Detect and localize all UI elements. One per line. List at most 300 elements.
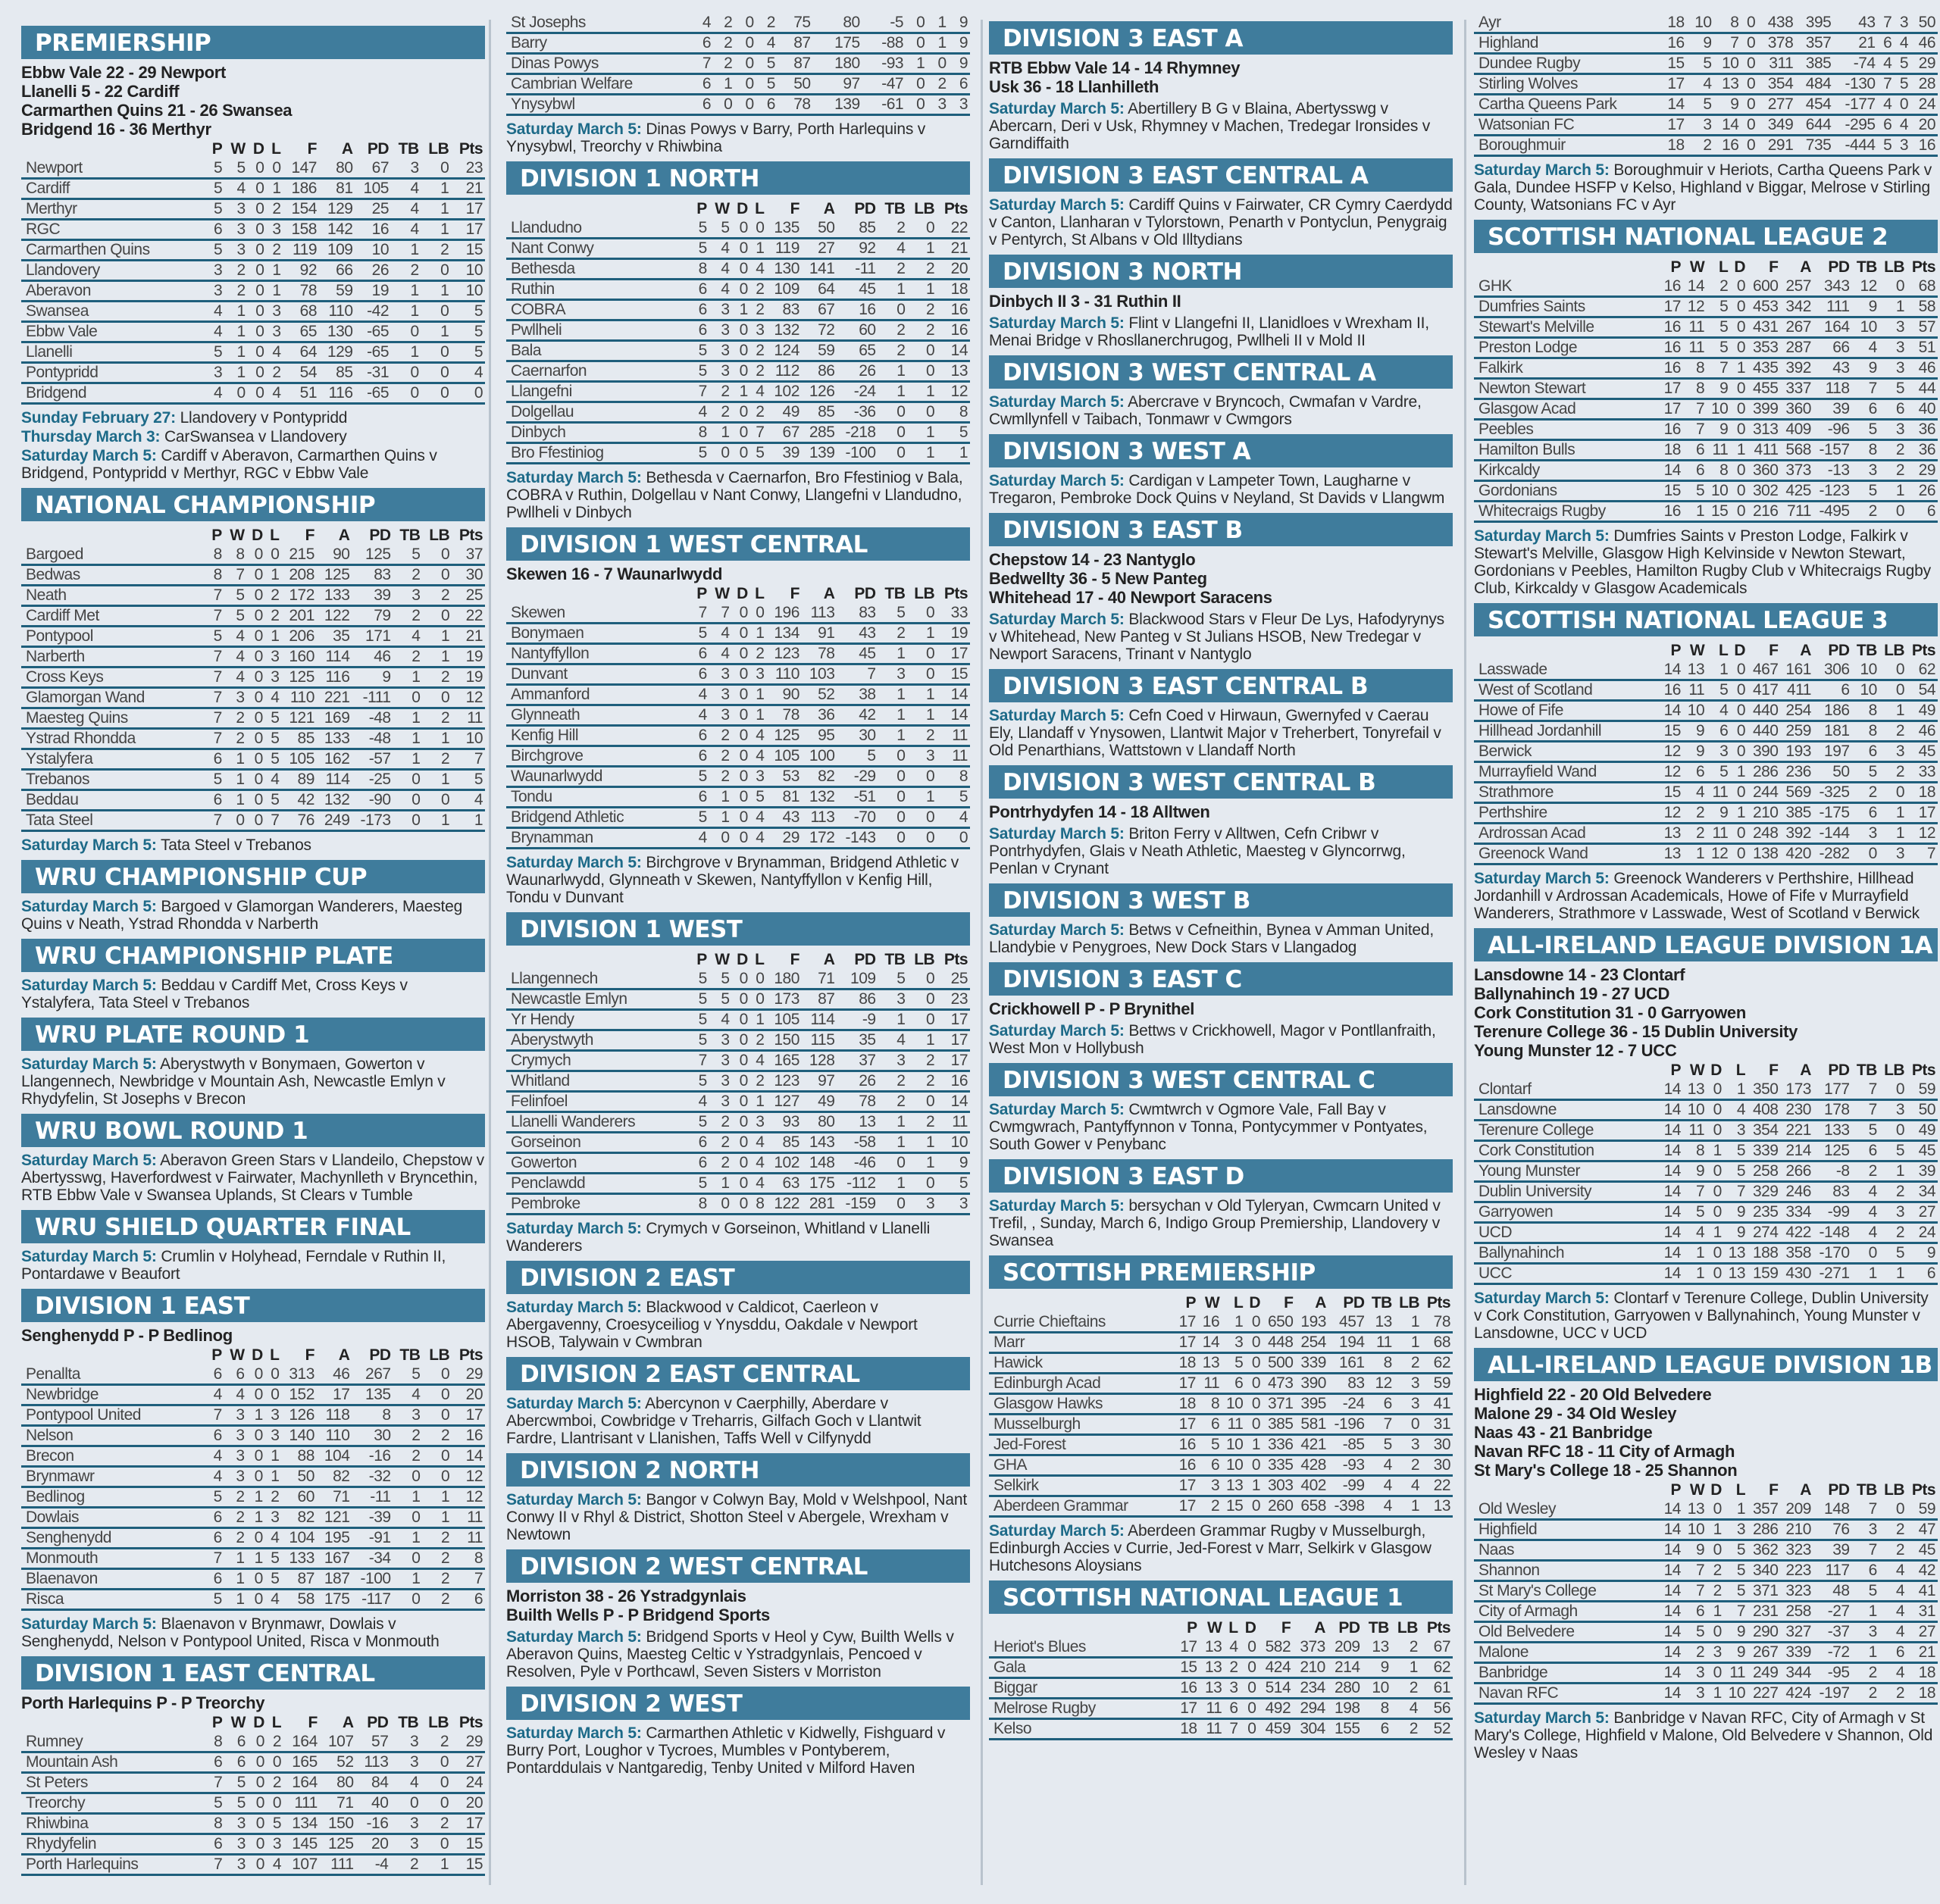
stat-cell: 11 — [1683, 680, 1707, 701]
fixture-text: Boroughmuir v Heriots, Cartha Queens Park v Gala, Dundee HSFP v Kelso, Highland v Biggar, Melrose v Stirling County, Watsonians FC v Ayr — [1474, 161, 1932, 214]
stat-cell: 6 — [1879, 399, 1907, 420]
stat-cell: 5 — [1367, 1435, 1394, 1455]
stat-cell: 83 — [1328, 1374, 1367, 1394]
stat-cell: 0 — [247, 1569, 265, 1590]
table-row — [21, 708, 485, 729]
stat-cell: 0 — [907, 1092, 937, 1112]
team-name: Clontarf — [1474, 1080, 1660, 1100]
stat-cell: 2 — [907, 726, 937, 746]
stat-cell: 5 — [692, 1030, 709, 1051]
stat-cell: 0 — [1730, 277, 1748, 297]
stat-cell: 83 — [1813, 1182, 1852, 1202]
team-name: Aberystwyth — [506, 1030, 692, 1051]
team-name: Nant Conwy — [506, 239, 692, 259]
stat-cell: 51 — [1907, 338, 1938, 358]
stat-cell: 1 — [422, 1508, 452, 1528]
stat-cell: 39 — [1813, 1540, 1852, 1561]
column-header-pts: Pts — [943, 200, 968, 217]
stat-cell: 3 — [207, 363, 224, 383]
stat-cell: 7 — [207, 688, 224, 708]
stat-cell: 4 — [391, 220, 421, 240]
stat-cell: 0 — [1707, 1622, 1724, 1643]
stat-cell: 1 — [1879, 297, 1907, 317]
stat-cell: 0 — [1730, 742, 1748, 762]
standings-header-row — [989, 1293, 1453, 1313]
stat-cell: 4 — [224, 179, 247, 199]
stat-cell: 50 — [778, 74, 813, 95]
stat-cell: 3 — [1852, 824, 1879, 844]
stat-cell: 0 — [247, 667, 265, 688]
stat-cell: 1 — [224, 363, 247, 383]
stat-cell: 11 — [1222, 1415, 1245, 1435]
fixture-text: Carmarthen Athletic v Kidwelly, Fishguard v Burry Port, Loughor v Tycroes, Mumbles v Pontyberem, Pontarddulais v Nantgaredig, Tenby United v Milford Haven — [506, 1724, 946, 1777]
stat-cell: 385 — [1781, 803, 1813, 824]
team-name: Jed-Forest — [989, 1435, 1175, 1455]
stat-cell: 1 — [907, 1153, 937, 1174]
stat-cell: 100 — [802, 746, 837, 767]
fixture-list — [21, 1152, 485, 1204]
standings-table — [1474, 1480, 1938, 1705]
stat-cell: 12 — [452, 688, 485, 708]
stat-cell: 2 — [393, 1426, 423, 1446]
stat-cell: 4 — [1724, 1100, 1748, 1121]
stat-cell: 41 — [1907, 1581, 1938, 1602]
team-name: Greenock Wand — [1474, 844, 1660, 864]
stat-cell: -143 — [837, 828, 878, 849]
team-column-header — [1474, 258, 1660, 277]
stat-cell: 0 — [224, 811, 247, 831]
stat-cell: 95 — [802, 726, 837, 746]
stat-cell: 133 — [281, 1549, 317, 1569]
fixture-text: Blackwood v Caldicot, Caerleon v Abergavenny, Croesyceiliog v Ynysddu, Oakdale v Newport HSOB, Talywain v Cwmbran — [506, 1299, 918, 1351]
stat-cell: 14 — [1660, 1540, 1683, 1561]
stat-cell: 422 — [1781, 1223, 1813, 1243]
stat-cell: 17 — [451, 1814, 485, 1834]
fixture-list — [21, 1248, 485, 1283]
table-row — [989, 1313, 1453, 1333]
stat-cell: 5 — [692, 624, 709, 644]
column-header-pts: Pts — [943, 585, 968, 602]
stat-cell: 4 — [1878, 54, 1895, 74]
stat-cell: 392 — [1781, 824, 1813, 844]
table-row — [506, 726, 970, 746]
stat-cell: 121 — [317, 1508, 352, 1528]
stat-cell: 4 — [1367, 1476, 1394, 1496]
team-name: Cork Constitution — [1474, 1141, 1660, 1161]
stat-cell: 67 — [355, 159, 392, 179]
league-section-national-championship — [21, 488, 485, 854]
stat-cell: 5 — [1879, 1141, 1907, 1161]
stat-cell: 0 — [732, 1174, 750, 1194]
stat-cell: 9 — [1683, 721, 1707, 742]
stat-cell: 0 — [247, 546, 265, 565]
stat-cell: 0 — [734, 95, 756, 115]
stat-cell: 16 — [937, 1071, 970, 1092]
stat-cell: 0 — [1707, 1540, 1724, 1561]
stat-cell: 457 — [1328, 1313, 1367, 1333]
table-row — [1474, 803, 1938, 824]
stat-cell: 7 — [452, 749, 485, 770]
table-row — [21, 261, 485, 281]
stat-cell: 5 — [1852, 1121, 1879, 1141]
team-name: Maesteg Quins — [21, 708, 207, 729]
team-name: Navan RFC — [1474, 1684, 1660, 1704]
stat-cell: 0 — [421, 383, 452, 404]
team-name: Bedlinog — [21, 1487, 207, 1508]
column-header-lb: LB — [429, 1346, 450, 1364]
stat-cell: 165 — [766, 1051, 802, 1071]
stat-cell: 3 — [878, 664, 908, 685]
stat-cell: 339 — [1748, 1141, 1780, 1161]
team-name: Stirling Wolves — [1474, 74, 1660, 95]
stat-cell: 175 — [317, 1590, 352, 1610]
stat-cell: 5 — [207, 1487, 224, 1508]
stat-cell: 0 — [1707, 1243, 1724, 1264]
stat-cell: 17 — [937, 1030, 970, 1051]
stat-cell: -16 — [356, 1814, 391, 1834]
stat-cell: 2 — [421, 240, 452, 261]
stat-cell: 142 — [319, 220, 355, 240]
table-row — [21, 1549, 485, 1569]
stat-cell: 11 — [452, 708, 485, 729]
stat-cell: 26 — [355, 261, 392, 281]
stat-cell: 18 — [1907, 1663, 1938, 1684]
team-name: Mountain Ash — [21, 1752, 207, 1773]
stat-cell: 71 — [317, 1487, 352, 1508]
stat-cell: 4 — [709, 239, 732, 259]
team-name: Newport — [21, 159, 207, 179]
column-header-d: D — [1244, 1619, 1256, 1637]
stat-cell: 62 — [1422, 1353, 1453, 1374]
stat-cell: 112 — [766, 361, 802, 382]
column-header-l: L — [1735, 1061, 1746, 1079]
table-row — [506, 828, 970, 849]
stat-cell: 21 — [1833, 33, 1877, 54]
stat-cell: 254 — [1781, 701, 1813, 721]
stat-cell: 12 — [1660, 762, 1683, 783]
stat-cell: 14 — [1660, 1500, 1683, 1520]
stat-cell: 82 — [317, 1467, 352, 1487]
stat-cell: 9 — [352, 667, 393, 688]
stat-cell: 3 — [224, 1405, 247, 1426]
stat-cell: -111 — [352, 688, 393, 708]
table-row — [1474, 783, 1938, 803]
team-name: Heriot's Blues — [989, 1638, 1175, 1658]
stat-cell: 0 — [422, 1446, 452, 1467]
column-header-w: W — [1689, 642, 1705, 659]
section-header: DIVISION 3 EAST D — [989, 1159, 1453, 1193]
stat-cell: 2 — [224, 1487, 247, 1508]
stat-cell: 49 — [1907, 1121, 1938, 1141]
stat-cell: 15 — [451, 240, 485, 261]
stat-cell: 0 — [732, 624, 750, 644]
stat-cell: 63 — [766, 1174, 802, 1194]
fixture-text: Tata Steel v Trebanos — [160, 836, 311, 854]
stat-cell: 26 — [837, 361, 878, 382]
team-name: St Mary's College — [1474, 1581, 1660, 1602]
stat-cell: 85 — [281, 729, 317, 749]
stat-cell: 5 — [207, 1793, 225, 1814]
stat-cell: 5 — [207, 770, 224, 790]
column-header-f: F — [1284, 1294, 1294, 1312]
table-row — [1474, 1581, 1938, 1602]
stat-cell: 209 — [1328, 1638, 1363, 1658]
stat-cell: 17 — [1175, 1415, 1198, 1435]
column-header-pd: PD — [369, 1346, 391, 1364]
team-name: Bargoed — [21, 546, 207, 565]
section-header: DIVISION 3 EAST C — [989, 962, 1453, 996]
stat-cell: 17 — [1660, 297, 1683, 317]
stat-cell: 10 — [1683, 1100, 1707, 1121]
stat-cell: 164 — [1813, 317, 1852, 338]
stat-cell: 4 — [709, 1010, 732, 1030]
stat-cell: 9 — [949, 54, 970, 74]
stat-cell: 3 — [1224, 1678, 1240, 1699]
stat-cell: 1 — [224, 770, 247, 790]
stat-cell: 1 — [927, 33, 948, 54]
stat-cell: 6 — [224, 1752, 248, 1773]
stat-cell: 124 — [766, 341, 802, 361]
stat-cell: 14 — [1660, 1202, 1683, 1223]
stat-cell: 0 — [907, 664, 937, 685]
stat-cell: 121 — [281, 708, 317, 729]
fixture-text: Cwmtwrch v Ogmore Vale, Fall Bay v Cwmgwrach, Pantyffynnon v Tonna, Pontycymmer v Pontyates, South Gower v Penybanc — [989, 1101, 1428, 1153]
stat-cell: 44 — [1907, 379, 1938, 399]
stat-cell: 102 — [766, 1153, 802, 1174]
fixture-date: Saturday March 5: — [21, 1615, 157, 1633]
team-name: Watsonian FC — [1474, 115, 1660, 136]
fixture-date: Saturday March 5: — [989, 100, 1125, 117]
stat-cell: 6 — [207, 1569, 224, 1590]
stat-cell: 21 — [1907, 1643, 1938, 1663]
stat-cell: 0 — [732, 341, 750, 361]
stat-cell: 9 — [1707, 420, 1730, 440]
stat-cell: 3 — [709, 361, 732, 382]
stat-cell: -196 — [1328, 1415, 1367, 1435]
stat-cell: 0 — [248, 179, 267, 199]
stat-cell: 9 — [1724, 1202, 1748, 1223]
stat-cell: 84 — [356, 1773, 391, 1793]
stat-cell: 35 — [317, 627, 352, 647]
stat-cell: 210 — [1293, 1658, 1328, 1678]
stat-cell: 68 — [1907, 277, 1938, 297]
stat-cell: 152 — [281, 1385, 317, 1405]
stat-cell: 568 — [1781, 440, 1813, 461]
stat-cell: 0 — [732, 644, 750, 664]
stat-cell: 46 — [1907, 721, 1938, 742]
league-section-division-3-east-central-b — [989, 669, 1453, 759]
league-section-wru-bowl-round-1 — [21, 1114, 485, 1204]
stat-cell: 0 — [734, 54, 756, 74]
stat-cell: 349 — [1757, 115, 1795, 136]
column-header-p: P — [696, 585, 707, 602]
stat-cell: 1 — [422, 811, 452, 831]
stat-cell: -95 — [1813, 1663, 1852, 1684]
stat-cell: 354 — [1757, 74, 1795, 95]
stat-cell: 0 — [907, 644, 937, 664]
stat-cell: 4 — [1879, 1663, 1907, 1684]
table-row — [989, 1496, 1453, 1517]
column-header-lb: LB — [428, 1714, 449, 1731]
section-header: DIVISION 3 WEST CENTRAL A — [989, 355, 1453, 389]
stat-cell: 0 — [247, 606, 265, 627]
stat-cell: 0 — [709, 1194, 732, 1215]
stat-cell: 1 — [1724, 1500, 1748, 1520]
fixture-text: Flint v Llangefni II, Llanidloes v Wrexham II, Menai Bridge v Rhosllanerchrugog, Pwllheli II v Mold II — [989, 314, 1429, 349]
team-name: Dundee Rugby — [1474, 54, 1660, 74]
stat-cell: 0 — [248, 322, 267, 342]
stat-cell: 87 — [802, 990, 837, 1010]
stat-cell: 0 — [937, 828, 970, 849]
fixture-text: Dinas Powys v Barry, Porth Harlequins v Ynysybwl, Treorchy v Rhiwbina — [506, 120, 926, 155]
column-divider — [489, 20, 491, 1885]
stat-cell: 2 — [709, 1112, 732, 1133]
table-row — [1474, 461, 1938, 481]
stat-cell: 2 — [1879, 1684, 1907, 1704]
stat-cell: 11 — [1683, 1121, 1707, 1141]
stat-cell: 150 — [766, 1030, 802, 1051]
stat-cell: 5 — [1222, 1353, 1245, 1374]
stat-cell: 86 — [802, 361, 837, 382]
fixture-list — [989, 472, 1453, 507]
stat-cell: 132 — [317, 790, 352, 811]
stat-cell: 17 — [1175, 1476, 1198, 1496]
stat-cell: 11 — [1683, 317, 1707, 338]
column-header-a: A — [342, 1714, 354, 1731]
stat-cell: 0 — [878, 402, 908, 423]
stat-cell: 45 — [837, 644, 878, 664]
table-row — [1474, 54, 1938, 74]
team-name: Ystalyfera — [21, 749, 207, 770]
stat-cell: 14 — [1660, 1520, 1683, 1540]
stat-cell: 14 — [1660, 1643, 1683, 1663]
column-header-a: A — [1800, 1481, 1811, 1499]
team-column-header — [989, 1293, 1175, 1313]
stat-cell: 424 — [1258, 1658, 1293, 1678]
stat-cell: 16 — [1660, 33, 1687, 54]
fixture-list — [989, 196, 1453, 249]
stat-cell: 4 — [750, 746, 767, 767]
section-header: SCOTTISH NATIONAL LEAGUE 3 — [1474, 603, 1938, 636]
stat-cell: 6 — [1878, 115, 1895, 136]
team-name: Swansea — [21, 302, 207, 322]
table-row — [506, 970, 970, 990]
column-header-w: W — [1689, 1481, 1705, 1499]
stat-cell: 5 — [1894, 54, 1910, 74]
fixture-list — [21, 1615, 485, 1650]
league-section-wru-shield-quarter-final — [21, 1210, 485, 1283]
team-column-header — [506, 950, 692, 970]
stat-cell: 122 — [317, 606, 352, 627]
stat-cell: 5 — [451, 322, 485, 342]
table-row — [1474, 1141, 1938, 1161]
stat-cell: 2 — [878, 259, 908, 280]
stat-cell: 11 — [452, 1508, 485, 1528]
stat-cell: 2 — [224, 1508, 247, 1528]
stat-cell: 16 — [1198, 1313, 1222, 1333]
stat-cell: 4 — [266, 383, 283, 404]
stat-cell: 6 — [207, 1426, 224, 1446]
stat-cell: -32 — [352, 1467, 393, 1487]
stat-cell: -42 — [355, 302, 392, 322]
stat-cell: 0 — [247, 565, 265, 586]
stat-cell: 18 — [937, 280, 970, 300]
stat-cell: -90 — [352, 790, 393, 811]
stat-cell: 3 — [265, 1405, 282, 1426]
stat-cell: 3 — [1683, 1663, 1707, 1684]
stat-cell: 1 — [1879, 803, 1907, 824]
fixture-date: Saturday March 5: — [1474, 870, 1610, 887]
stat-cell: 26 — [837, 1071, 878, 1092]
stat-cell: 7 — [207, 1773, 225, 1793]
stat-cell: 0 — [247, 770, 265, 790]
stat-cell: 0 — [248, 1773, 267, 1793]
stat-cell: 0 — [248, 220, 267, 240]
stat-cell: 5 — [692, 219, 709, 239]
stat-cell: 29 — [1907, 461, 1938, 481]
table-row — [1474, 1243, 1938, 1264]
table-row — [506, 280, 970, 300]
stat-cell: 3 — [1852, 1622, 1879, 1643]
stat-cell: 1 — [266, 261, 283, 281]
table-row — [506, 624, 970, 644]
stat-cell: 371 — [1748, 1581, 1780, 1602]
stat-cell: 0 — [1245, 1455, 1263, 1476]
stat-cell: 0 — [709, 443, 732, 464]
stat-cell: -295 — [1833, 115, 1877, 136]
stat-cell: 4 — [1707, 701, 1730, 721]
stat-cell: 54 — [283, 363, 320, 383]
table-row — [989, 1699, 1453, 1719]
stat-cell: 0 — [265, 1365, 282, 1385]
stat-cell: 11 — [1200, 1719, 1225, 1740]
column-header-w: W — [230, 1714, 246, 1731]
stat-cell: 16 — [1175, 1678, 1200, 1699]
table-row — [21, 627, 485, 647]
stat-cell: -144 — [1813, 824, 1852, 844]
column-header-f: F — [790, 200, 799, 217]
stat-cell: 0 — [732, 767, 750, 787]
column-header-pd: PD — [1828, 1061, 1850, 1079]
stat-cell: 0 — [421, 261, 452, 281]
stat-cell: 123 — [766, 644, 802, 664]
column-header-lb: LB — [914, 200, 935, 217]
stat-cell: 8 — [207, 1814, 225, 1834]
stat-cell: 19 — [452, 647, 485, 667]
stat-cell: 93 — [766, 1112, 802, 1133]
stat-cell: 2 — [907, 1112, 937, 1133]
table-row — [1474, 502, 1938, 522]
stat-cell: 3 — [390, 1834, 421, 1855]
stat-cell: 5 — [265, 708, 282, 729]
standings-header-row — [21, 139, 485, 159]
fixture-list — [506, 1491, 970, 1543]
stat-cell: 9 — [1707, 803, 1730, 824]
table-row — [506, 808, 970, 828]
stat-cell: 3 — [1724, 1520, 1748, 1540]
stat-cell: 0 — [907, 1010, 937, 1030]
stat-cell: 258 — [1781, 1602, 1813, 1622]
team-name: Malone — [1474, 1643, 1660, 1663]
fixture-date: Saturday March 5: — [989, 1022, 1125, 1040]
column-header-lb: LB — [1884, 1061, 1905, 1079]
stat-cell: 46 — [1907, 358, 1938, 379]
stat-cell: 2 — [1707, 1561, 1724, 1581]
column-header-p: P — [1670, 1061, 1681, 1079]
stat-cell: 110 — [281, 688, 317, 708]
stat-cell: 23 — [937, 990, 970, 1010]
stat-cell: 5 — [1687, 54, 1714, 74]
